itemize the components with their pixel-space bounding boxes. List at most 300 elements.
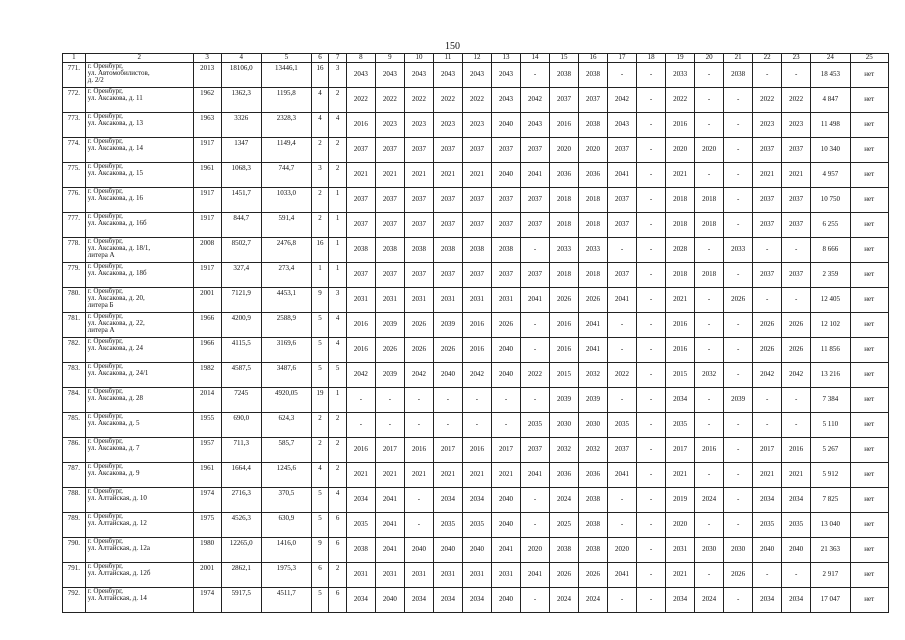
- address-cell: [85, 63, 193, 88]
- table-cell: 1980: [193, 538, 221, 563]
- table-cell: 1917: [193, 213, 221, 238]
- table-cell: 2037: [753, 188, 782, 213]
- table-cell: 2021: [462, 163, 491, 188]
- address-cell: [85, 588, 193, 613]
- table-cell: 2001: [193, 563, 221, 588]
- table-cell: 1: [329, 263, 347, 288]
- address-line: г. Оренбург,: [87, 337, 123, 345]
- table-cell: -: [753, 563, 782, 588]
- table-cell: 2037: [753, 138, 782, 163]
- table-cell: -: [346, 388, 375, 413]
- address-line: г. Оренбург,: [87, 262, 123, 270]
- table-cell: 2031: [433, 563, 462, 588]
- table-cell: 1975: [193, 513, 221, 538]
- table-row: [63, 488, 889, 513]
- table-cell: нет: [850, 188, 888, 213]
- table-cell: -: [695, 113, 724, 138]
- table-cell: -: [521, 63, 550, 88]
- table-cell: 1: [329, 188, 347, 213]
- table-cell: нет: [850, 588, 888, 613]
- table-cell: 2021: [346, 163, 375, 188]
- address-line: ул. Аксакова, д. 5: [87, 419, 140, 428]
- table-cell: нет: [850, 563, 888, 588]
- table-cell: 2039: [375, 313, 404, 338]
- address-line: г. Оренбург,: [87, 312, 123, 320]
- table-cell: -: [724, 588, 753, 613]
- table-cell: 2040: [375, 588, 404, 613]
- address-cell: [85, 238, 193, 263]
- table-cell: 2037: [433, 188, 462, 213]
- table-cell: -: [724, 138, 753, 163]
- table-cell: -: [724, 313, 753, 338]
- table-cell: -: [608, 513, 637, 538]
- table-cell: 2022: [433, 88, 462, 113]
- table-cell: 1961: [193, 163, 221, 188]
- table-cell: 4526,3: [221, 513, 261, 538]
- table-cell: 744,7: [261, 163, 311, 188]
- table-cell: 2033: [579, 238, 608, 263]
- table-row: [63, 313, 889, 338]
- table-cell: 2031: [346, 288, 375, 313]
- table-cell: 3487,6: [261, 363, 311, 388]
- table-cell: 2031: [433, 288, 462, 313]
- table-cell: 2035: [608, 413, 637, 438]
- table-cell: 1955: [193, 413, 221, 438]
- row-number: 775.: [63, 163, 86, 188]
- table-cell: -: [521, 238, 550, 263]
- address-line: ул. Аксакова, д. 20,: [87, 294, 145, 303]
- table-cell: 12 405: [811, 288, 850, 313]
- column-number: 13: [491, 54, 520, 63]
- table-cell: 4200,9: [221, 313, 261, 338]
- table-cell: 4 957: [811, 163, 850, 188]
- address-line: г. Оренбург,: [87, 287, 123, 295]
- table-cell: 2040: [462, 538, 491, 563]
- table-row: [63, 138, 889, 163]
- address-line: г. Оренбург,: [87, 587, 123, 595]
- table-cell: нет: [850, 438, 888, 463]
- table-cell: нет: [850, 88, 888, 113]
- address-cell: [85, 438, 193, 463]
- table-cell: -: [637, 588, 666, 613]
- table-cell: 1917: [193, 138, 221, 163]
- table-cell: -: [521, 338, 550, 363]
- table-cell: -: [695, 288, 724, 313]
- table-cell: 2026: [550, 288, 579, 313]
- table-cell: 6: [329, 538, 347, 563]
- table-cell: -: [753, 238, 782, 263]
- table-cell: 2026: [753, 338, 782, 363]
- table-cell: -: [637, 563, 666, 588]
- table-cell: 2021: [375, 163, 404, 188]
- table-cell: 10 340: [811, 138, 850, 163]
- row-number: 771.: [63, 63, 86, 88]
- address-line: г. Оренбург,: [87, 462, 123, 470]
- table-cell: 9: [311, 538, 329, 563]
- table-cell: нет: [850, 488, 888, 513]
- table-cell: -: [724, 188, 753, 213]
- table-cell: -: [782, 563, 811, 588]
- table-cell: -: [637, 338, 666, 363]
- column-number: 25: [850, 54, 888, 63]
- table-cell: 1: [329, 388, 347, 413]
- address-cell: [85, 188, 193, 213]
- table-cell: 2016: [550, 113, 579, 138]
- table-cell: 2026: [753, 313, 782, 338]
- table-cell: 4: [311, 463, 329, 488]
- table-cell: 2039: [375, 363, 404, 388]
- table-cell: 4: [311, 88, 329, 113]
- table-cell: 2035: [462, 513, 491, 538]
- column-number: 24: [811, 54, 850, 63]
- table-cell: -: [695, 388, 724, 413]
- table-cell: 3: [329, 63, 347, 88]
- table-cell: 2038: [491, 238, 520, 263]
- table-cell: 1362,3: [221, 88, 261, 113]
- table-cell: -: [637, 213, 666, 238]
- address-cell: [85, 363, 193, 388]
- address-line: г. Оренбург,: [87, 237, 123, 245]
- address-line: г. Оренбург,: [87, 562, 123, 570]
- table-cell: 2021: [666, 163, 695, 188]
- address-line: ул. Аксакова, д. 9: [87, 469, 140, 478]
- row-number: 783.: [63, 363, 86, 388]
- table-cell: 2021: [404, 463, 433, 488]
- table-cell: 2031: [404, 563, 433, 588]
- column-number: 4: [221, 54, 261, 63]
- table-cell: 2022: [521, 363, 550, 388]
- table-cell: 1195,8: [261, 88, 311, 113]
- row-number: 773.: [63, 113, 86, 138]
- table-cell: 2037: [753, 263, 782, 288]
- address-line: ул. Алтайская, д. 12б: [87, 569, 151, 578]
- table-cell: -: [346, 413, 375, 438]
- table-cell: 2021: [491, 463, 520, 488]
- address-cell: [85, 263, 193, 288]
- table-cell: -: [637, 238, 666, 263]
- address-cell: [85, 313, 193, 338]
- column-number: 21: [724, 54, 753, 63]
- table-cell: 2032: [695, 363, 724, 388]
- table-cell: 2: [311, 438, 329, 463]
- table-cell: 2031: [491, 288, 520, 313]
- address-line: литера Б: [87, 301, 114, 310]
- table-cell: 2041: [608, 163, 637, 188]
- table-cell: 5: [311, 338, 329, 363]
- table-cell: 2016: [550, 338, 579, 363]
- table-cell: -: [462, 388, 491, 413]
- table-cell: 2037: [521, 438, 550, 463]
- table-cell: 2023: [375, 113, 404, 138]
- table-cell: 5917,5: [221, 588, 261, 613]
- table-cell: -: [695, 88, 724, 113]
- table-cell: 2017: [753, 438, 782, 463]
- table-row: [63, 438, 889, 463]
- table-cell: 7 384: [811, 388, 850, 413]
- table-row: [63, 413, 889, 438]
- table-cell: 2034: [433, 588, 462, 613]
- table-cell: 2026: [782, 338, 811, 363]
- table-cell: 2: [311, 213, 329, 238]
- table-cell: 2042: [782, 363, 811, 388]
- table-cell: 5: [329, 363, 347, 388]
- table-body: [63, 54, 889, 613]
- table-cell: 2043: [521, 113, 550, 138]
- table-cell: 585,7: [261, 438, 311, 463]
- table-cell: -: [637, 513, 666, 538]
- table-cell: 2023: [433, 113, 462, 138]
- table-cell: 2021: [462, 463, 491, 488]
- address-line: г. Оренбург,: [87, 512, 123, 520]
- table-cell: 5: [311, 488, 329, 513]
- table-cell: нет: [850, 238, 888, 263]
- table-cell: -: [404, 488, 433, 513]
- column-number: 15: [550, 54, 579, 63]
- table-cell: -: [521, 513, 550, 538]
- table-cell: 2022: [375, 88, 404, 113]
- table-cell: 2035: [346, 513, 375, 538]
- address-line: ул. Аксакова, д. 22,: [87, 319, 145, 328]
- table-cell: 4453,1: [261, 288, 311, 313]
- table-cell: 2021: [753, 463, 782, 488]
- table-cell: нет: [850, 138, 888, 163]
- table-cell: 2043: [433, 63, 462, 88]
- address-cell: [85, 388, 193, 413]
- table-cell: 2023: [753, 113, 782, 138]
- table-cell: 2023: [404, 113, 433, 138]
- table-cell: 8 666: [811, 238, 850, 263]
- row-number: 790.: [63, 538, 86, 563]
- address-line: г. Оренбург,: [87, 112, 123, 120]
- table-cell: 2037: [404, 188, 433, 213]
- table-cell: -: [695, 163, 724, 188]
- table-cell: 2037: [608, 438, 637, 463]
- table-cell: 2037: [375, 263, 404, 288]
- row-number: 785.: [63, 413, 86, 438]
- table-cell: 2042: [346, 363, 375, 388]
- table-cell: -: [724, 513, 753, 538]
- address-line: ул. Аксакова, д. 28: [87, 394, 143, 403]
- table-cell: 711,3: [221, 438, 261, 463]
- table-cell: 1: [329, 238, 347, 263]
- table-cell: -: [724, 113, 753, 138]
- table-cell: 7245: [221, 388, 261, 413]
- table-cell: 2036: [579, 463, 608, 488]
- table-cell: -: [695, 338, 724, 363]
- page-number: 150: [445, 41, 460, 52]
- address-line: ул. Аксакова, д. 24: [87, 344, 143, 353]
- table-cell: -: [433, 388, 462, 413]
- address-line: г. Оренбург,: [87, 137, 123, 145]
- table-cell: 2037: [462, 138, 491, 163]
- table-cell: 4587,5: [221, 363, 261, 388]
- table-row: [63, 213, 889, 238]
- table-cell: 1068,3: [221, 163, 261, 188]
- table-cell: 2043: [491, 88, 520, 113]
- table-cell: 2: [311, 413, 329, 438]
- table-cell: нет: [850, 413, 888, 438]
- table-cell: 6 255: [811, 213, 850, 238]
- table-cell: 4: [329, 488, 347, 513]
- row-number: 782.: [63, 338, 86, 363]
- table-cell: 2001: [193, 288, 221, 313]
- table-cell: -: [637, 363, 666, 388]
- table-cell: 2040: [782, 538, 811, 563]
- table-cell: 2: [311, 188, 329, 213]
- table-cell: 2025: [550, 513, 579, 538]
- table-cell: -: [637, 463, 666, 488]
- table-cell: 2: [329, 438, 347, 463]
- table-cell: 2018: [695, 188, 724, 213]
- table-cell: нет: [850, 538, 888, 563]
- table-cell: 2: [329, 138, 347, 163]
- table-cell: 624,3: [261, 413, 311, 438]
- row-number: 788.: [63, 488, 86, 513]
- table-cell: 2038: [579, 488, 608, 513]
- table-cell: 3: [311, 163, 329, 188]
- column-number: 2: [85, 54, 193, 63]
- table-cell: 2024: [550, 488, 579, 513]
- table-cell: -: [753, 413, 782, 438]
- column-number: 1: [63, 54, 86, 63]
- table-cell: 18 453: [811, 63, 850, 88]
- column-number: 6: [311, 54, 329, 63]
- table-cell: -: [695, 413, 724, 438]
- table-row: [63, 163, 889, 188]
- table-cell: 1451,7: [221, 188, 261, 213]
- table-cell: 13446,1: [261, 63, 311, 88]
- address-line: г. Оренбург,: [87, 537, 123, 545]
- table-cell: 2017: [375, 438, 404, 463]
- table-cell: 2042: [462, 363, 491, 388]
- row-number: 781.: [63, 313, 86, 338]
- table-cell: 2020: [550, 138, 579, 163]
- table-cell: 2862,1: [221, 563, 261, 588]
- table-cell: 2041: [521, 463, 550, 488]
- column-number: 8: [346, 54, 375, 63]
- table-cell: 2040: [491, 363, 520, 388]
- table-cell: 11 498: [811, 113, 850, 138]
- table-cell: 2038: [550, 538, 579, 563]
- table-cell: 1917: [193, 188, 221, 213]
- table-cell: 2037: [608, 263, 637, 288]
- address-line: ул. Автомобилистов,: [87, 69, 150, 78]
- address-cell: [85, 138, 193, 163]
- table-cell: 2022: [346, 88, 375, 113]
- table-cell: 2017: [433, 438, 462, 463]
- table-cell: 2037: [521, 213, 550, 238]
- address-cell: [85, 163, 193, 188]
- table-cell: 2022: [666, 88, 695, 113]
- table-cell: 2476,8: [261, 238, 311, 263]
- table-cell: 2037: [375, 188, 404, 213]
- table-cell: -: [753, 63, 782, 88]
- table-cell: 2020: [666, 513, 695, 538]
- table-cell: -: [608, 238, 637, 263]
- table-cell: 2038: [346, 538, 375, 563]
- table-cell: 2040: [433, 363, 462, 388]
- table-cell: 2024: [695, 488, 724, 513]
- address-line: ул. Аксакова, д. 13: [87, 119, 143, 128]
- table-cell: 2018: [550, 188, 579, 213]
- table-cell: 2018: [666, 213, 695, 238]
- address-line: ул. Аксакова, д. 16б: [87, 219, 147, 228]
- address-line: г. Оренбург,: [87, 187, 123, 195]
- table-cell: 8502,7: [221, 238, 261, 263]
- column-number: 19: [666, 54, 695, 63]
- table-cell: 18106,0: [221, 63, 261, 88]
- table-cell: 1957: [193, 438, 221, 463]
- table-cell: 1033,0: [261, 188, 311, 213]
- table-cell: нет: [850, 388, 888, 413]
- table-cell: 2019: [666, 488, 695, 513]
- table-cell: 2021: [433, 163, 462, 188]
- table-cell: 273,4: [261, 263, 311, 288]
- table-cell: 2041: [375, 513, 404, 538]
- table-cell: -: [753, 388, 782, 413]
- column-number: 17: [608, 54, 637, 63]
- address-cell: [85, 513, 193, 538]
- table-cell: 2: [329, 163, 347, 188]
- table-cell: 2021: [782, 463, 811, 488]
- table-cell: 2022: [782, 88, 811, 113]
- table-cell: -: [782, 238, 811, 263]
- table-cell: 2042: [404, 363, 433, 388]
- table-cell: -: [491, 388, 520, 413]
- address-cell: [85, 488, 193, 513]
- table-cell: нет: [850, 513, 888, 538]
- table-cell: 2037: [462, 188, 491, 213]
- table-cell: 16: [311, 238, 329, 263]
- row-number: 789.: [63, 513, 86, 538]
- table-cell: 2037: [346, 213, 375, 238]
- table-cell: -: [695, 63, 724, 88]
- row-number: 791.: [63, 563, 86, 588]
- table-cell: 4: [329, 313, 347, 338]
- table-cell: 2040: [404, 538, 433, 563]
- address-line: ул. Алтайская, д. 10: [87, 494, 147, 503]
- table-cell: 1347: [221, 138, 261, 163]
- table-cell: -: [637, 538, 666, 563]
- table-cell: -: [521, 488, 550, 513]
- address-cell: [85, 538, 193, 563]
- table-cell: 9: [311, 288, 329, 313]
- column-number: 14: [521, 54, 550, 63]
- table-cell: 2033: [550, 238, 579, 263]
- table-cell: 2031: [375, 563, 404, 588]
- address-line: ул. Аксакова, д. 24/1: [87, 369, 149, 378]
- table-cell: -: [724, 413, 753, 438]
- table-cell: 2040: [491, 338, 520, 363]
- table-cell: -: [521, 388, 550, 413]
- table-cell: -: [462, 413, 491, 438]
- table-cell: 2043: [404, 63, 433, 88]
- table-cell: 3: [329, 288, 347, 313]
- table-cell: 2037: [753, 213, 782, 238]
- table-cell: 2033: [666, 63, 695, 88]
- table-cell: 2038: [579, 538, 608, 563]
- table-cell: 4: [329, 338, 347, 363]
- table-cell: 2040: [491, 588, 520, 613]
- table-cell: 2031: [462, 288, 491, 313]
- table-cell: 2022: [608, 363, 637, 388]
- table-cell: 2034: [666, 388, 695, 413]
- table-cell: 2020: [579, 138, 608, 163]
- table-cell: 2032: [579, 363, 608, 388]
- table-cell: 2026: [404, 313, 433, 338]
- table-cell: 1966: [193, 338, 221, 363]
- table-cell: 1416,0: [261, 538, 311, 563]
